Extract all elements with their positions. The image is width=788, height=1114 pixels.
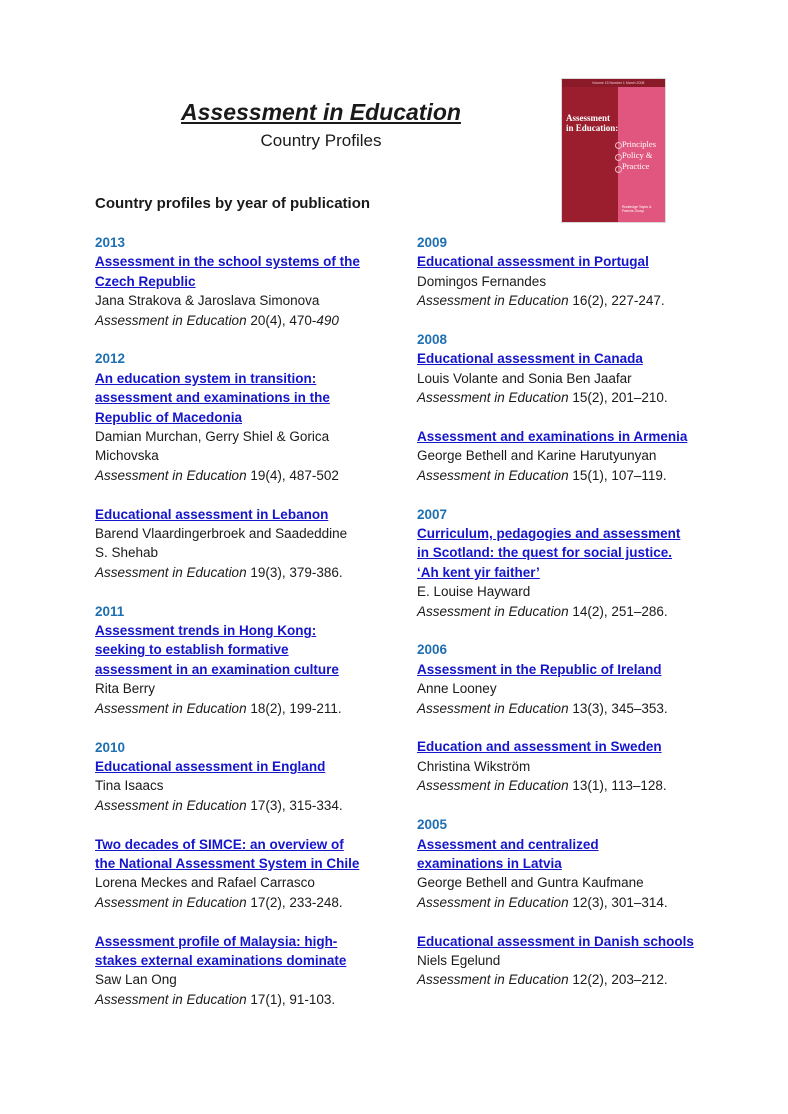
cover-title-line2: in Education: xyxy=(566,123,619,133)
profile-link[interactable]: Educational assessment in Canada xyxy=(417,351,643,367)
cover-sub-2: Policy & xyxy=(622,150,653,160)
profile-entry xyxy=(417,660,717,718)
year-heading: 2012 xyxy=(95,351,126,367)
profile-authors: Christina Wikström xyxy=(417,758,531,774)
cover-band: Volume 15 Number 1 March 2008 xyxy=(562,79,665,87)
left-column xyxy=(95,233,385,1029)
profile-citation: Assessment in Education 13(1), 113–128. xyxy=(417,778,667,794)
profile-link[interactable]: Educational assessment in Portugal xyxy=(417,254,649,270)
profile-entry xyxy=(95,835,385,913)
profile-authors: Barend Vlaardingerbroek and Saadeddine S. Shehab xyxy=(95,526,348,561)
profile-entry xyxy=(417,932,717,990)
journal-cover-image xyxy=(561,78,666,223)
profile-link[interactable]: Educational assessment in Lebanon xyxy=(95,506,329,522)
profile-citation: Assessment in Education 16(2), 227-247. xyxy=(417,293,665,309)
profile-link[interactable]: Educational assessment in England xyxy=(95,758,326,774)
cover-publisher: Routledge Taylor & Francis Group xyxy=(622,205,652,213)
profile-authors: E. Louise Hayward xyxy=(417,584,531,600)
bullet-icon xyxy=(615,166,622,173)
profile-citation: Assessment in Education 14(2), 251–286. xyxy=(417,603,668,619)
profile-entry xyxy=(95,505,385,583)
profile-citation: Assessment in Education 12(3), 301–314. xyxy=(417,894,668,910)
profile-citation: Assessment in Education 13(3), 345–353. xyxy=(417,700,668,716)
bullet-icon xyxy=(615,154,622,161)
cover-title xyxy=(566,113,626,133)
profile-link[interactable]: Educational assessment in Danish schools xyxy=(417,933,694,949)
cover-left-panel xyxy=(562,79,618,222)
profile-authors: George Bethell and Guntra Kaufmane xyxy=(417,875,644,891)
profile-link[interactable]: Assessment in the Republic of Ireland xyxy=(417,661,662,677)
year-heading: 2007 xyxy=(417,506,448,522)
profile-link[interactable]: Curriculum, pedagogies and assessment in Scotland: the quest for social justice. ‘Ah kent yir faither’ xyxy=(417,526,681,580)
profile-authors: Domingos Fernandes xyxy=(417,273,547,289)
profile-link[interactable]: An education system in transition: assessment and examinations in the Republic of Macedonia xyxy=(95,370,330,425)
profile-citation: Assessment in Education 15(1), 107–119. xyxy=(417,467,667,483)
profile-authors: George Bethell and Karine Harutyunyan xyxy=(417,448,657,464)
profile-entry xyxy=(417,427,717,485)
year-heading: 2006 xyxy=(417,642,448,658)
profile-entry xyxy=(95,369,385,485)
profile-citation: Assessment in Education 17(3), 315-334. xyxy=(95,797,343,813)
year-heading: 2010 xyxy=(95,739,126,755)
profile-entry xyxy=(417,252,717,310)
profile-entry xyxy=(95,621,385,718)
profile-authors: Lorena Meckes and Rafael Carrasco xyxy=(95,875,315,891)
profile-citation: Assessment in Education 12(2), 203–212. xyxy=(417,972,668,988)
year-heading: 2009 xyxy=(417,235,448,250)
cover-sub-1: Principles xyxy=(622,139,656,149)
profile-authors: Rita Berry xyxy=(95,681,156,697)
page-title: Assessment in Education xyxy=(181,99,461,125)
profile-link[interactable]: Assessment trends in Hong Kong: seeking to establish formative assessment in an examination culture xyxy=(95,623,339,677)
profile-citation: Assessment in Education 17(1), 91-103. xyxy=(95,991,336,1007)
year-heading: 2005 xyxy=(417,817,448,833)
section-heading: Country profiles by year of publication xyxy=(95,195,371,212)
profile-authors: Anne Looney xyxy=(417,681,497,697)
profile-citation: Assessment in Education 19(3), 379-386. xyxy=(95,564,343,580)
bullet-icon xyxy=(615,142,622,149)
profile-authors: Niels Egelund xyxy=(417,952,501,968)
profile-citation: Assessment in Education 19(4), 487-502 xyxy=(95,467,339,483)
profile-link[interactable]: Assessment profile of Malaysia: high- stakes external examinations dominate xyxy=(95,933,347,968)
right-column xyxy=(417,233,717,1009)
profile-link[interactable]: Assessment in the school systems of the Czech Republic xyxy=(95,254,360,289)
profile-authors: Louis Volante and Sonia Ben Jaafar xyxy=(417,370,632,386)
profile-entry xyxy=(95,252,385,330)
year-heading: 2008 xyxy=(417,332,448,348)
profile-entry xyxy=(417,524,717,621)
cover-subtitle xyxy=(622,139,666,172)
profile-authors: Jana Strakova & Jaroslava Simonova xyxy=(95,293,320,309)
profile-link[interactable]: Assessment and examinations in Armenia xyxy=(417,429,688,445)
cover-sub-3: Practice xyxy=(622,161,650,171)
cover-bullets xyxy=(615,139,621,178)
profile-link[interactable]: Assessment and centralized examinations in Latvia xyxy=(417,836,599,871)
profile-authors: Damian Murchan, Gerry Shiel & Gorica Michovska xyxy=(95,429,330,464)
profile-citation: Assessment in Education 15(2), 201–210. xyxy=(417,390,668,406)
profile-entry xyxy=(417,835,717,913)
profile-citation: Assessment in Education 18(2), 199-211. xyxy=(95,700,342,716)
profile-entry xyxy=(95,932,385,1010)
profile-entry xyxy=(417,737,717,795)
profile-citation: Assessment in Education 17(2), 233-248. xyxy=(95,894,343,910)
year-heading: 2013 xyxy=(95,235,126,250)
profile-authors: Tina Isaacs xyxy=(95,778,164,794)
profile-entry xyxy=(417,349,717,407)
profile-authors: Saw Lan Ong xyxy=(95,972,177,988)
cover-title-line1: Assessment xyxy=(566,113,610,123)
year-heading: 2011 xyxy=(95,603,125,619)
profile-link[interactable]: Education and assessment in Sweden xyxy=(417,739,662,755)
profile-citation: Assessment in Education 20(4), 470-490 xyxy=(95,312,339,328)
profile-entry xyxy=(95,757,385,815)
page-subtitle: Country Profiles xyxy=(260,131,382,150)
profile-link[interactable]: Two decades of SIMCE: an overview of the National Assessment System in Chile xyxy=(95,836,360,871)
